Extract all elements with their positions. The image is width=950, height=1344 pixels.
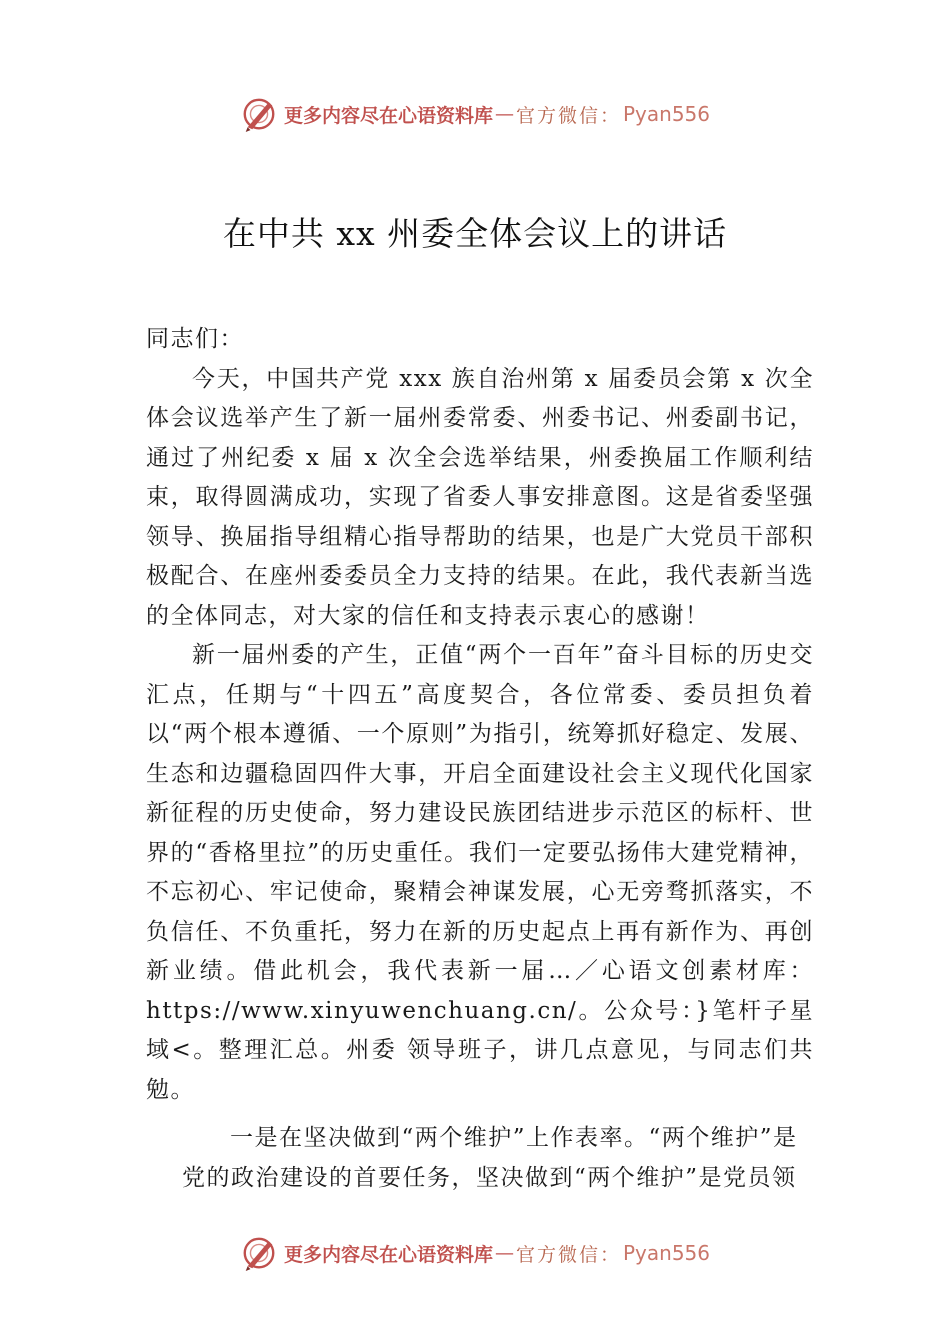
- header-banner: [0, 92, 950, 136]
- document-title: 在中共 xx 州委全体会议上的讲话: [222, 214, 728, 253]
- pen-logo-icon: [240, 95, 278, 133]
- footer-banner: [0, 1231, 950, 1275]
- document-body: [146, 320, 814, 1110]
- paragraph-1: 今天，中国共产党 xxx 族自治州第 x 届委员会第 x 次全体会议选举产生了新一届州委常委、州委书记、州委副书记，通过了州纪委 x 届 x 次全会选举结果，州委换届工作顺利结束，取得圆满成功，实现了省委人事安排意图。这是省委坚强领导、换届指导组精心指导帮助的结果，也是广大党员干部积极配合、在座州委委员全力支持的结果。在此，我代表新当选的全体同志，对大家的信任和支持表示衷心的感谢！: [146, 365, 814, 629]
- footer-wechat-label: 官方微信：: [515, 1243, 621, 1266]
- banner-separator: —: [494, 103, 514, 125]
- banner-wechat-id: Pyan556: [623, 102, 711, 126]
- pen-logo-icon: [240, 1234, 278, 1272]
- banner-wechat-label: 官方微信：: [515, 104, 621, 127]
- banner-brand-text: 更多内容尽在心语资料库: [283, 104, 493, 127]
- footer-separator: —: [494, 1242, 514, 1264]
- continuation-line-1: 一是在坚决做到“两个维护”上作表率。“两个维护”是: [230, 1125, 798, 1151]
- continuation-line-2: 党的政治建设的首要任务，坚决做到“两个维护”是党员领: [182, 1165, 797, 1191]
- document-continuation: [146, 1118, 814, 1198]
- greeting: 同志们：: [146, 326, 244, 352]
- footer-wechat-id: Pyan556: [623, 1241, 711, 1265]
- paragraph-2: 新一届州委的产生，正值“两个一百年”奋斗目标的历史交汇点，任期与“十四五”高度契合，各位常委、委员担负着以“两个根本遵循、一个原则”为指引，统筹抓好稳定、发展、生态和边疆稳固四件大事，开启全面建设社会主义现代化国家新征程的历史使命，努力建设民族团结进步示范区的标杆、世界的“香格里拉”的历史重任。我们一定要弘扬伟大建党精神，不忘初心、牢记使命，聚精会神谋发展，心无旁骛抓落实，不负信任、不负重托，努力在新的历史起点上再有新作为、再创新业绩。借此机会，我代表新一届…／心语文创素材库：https://www.xinyuwenchuang.cn/。公众号：}笔杆子星域<。整理汇总。州委 领导班子，讲几点意见，与同志们共勉。: [146, 642, 814, 1103]
- footer-brand-text: 更多内容尽在心语资料库: [283, 1243, 493, 1266]
